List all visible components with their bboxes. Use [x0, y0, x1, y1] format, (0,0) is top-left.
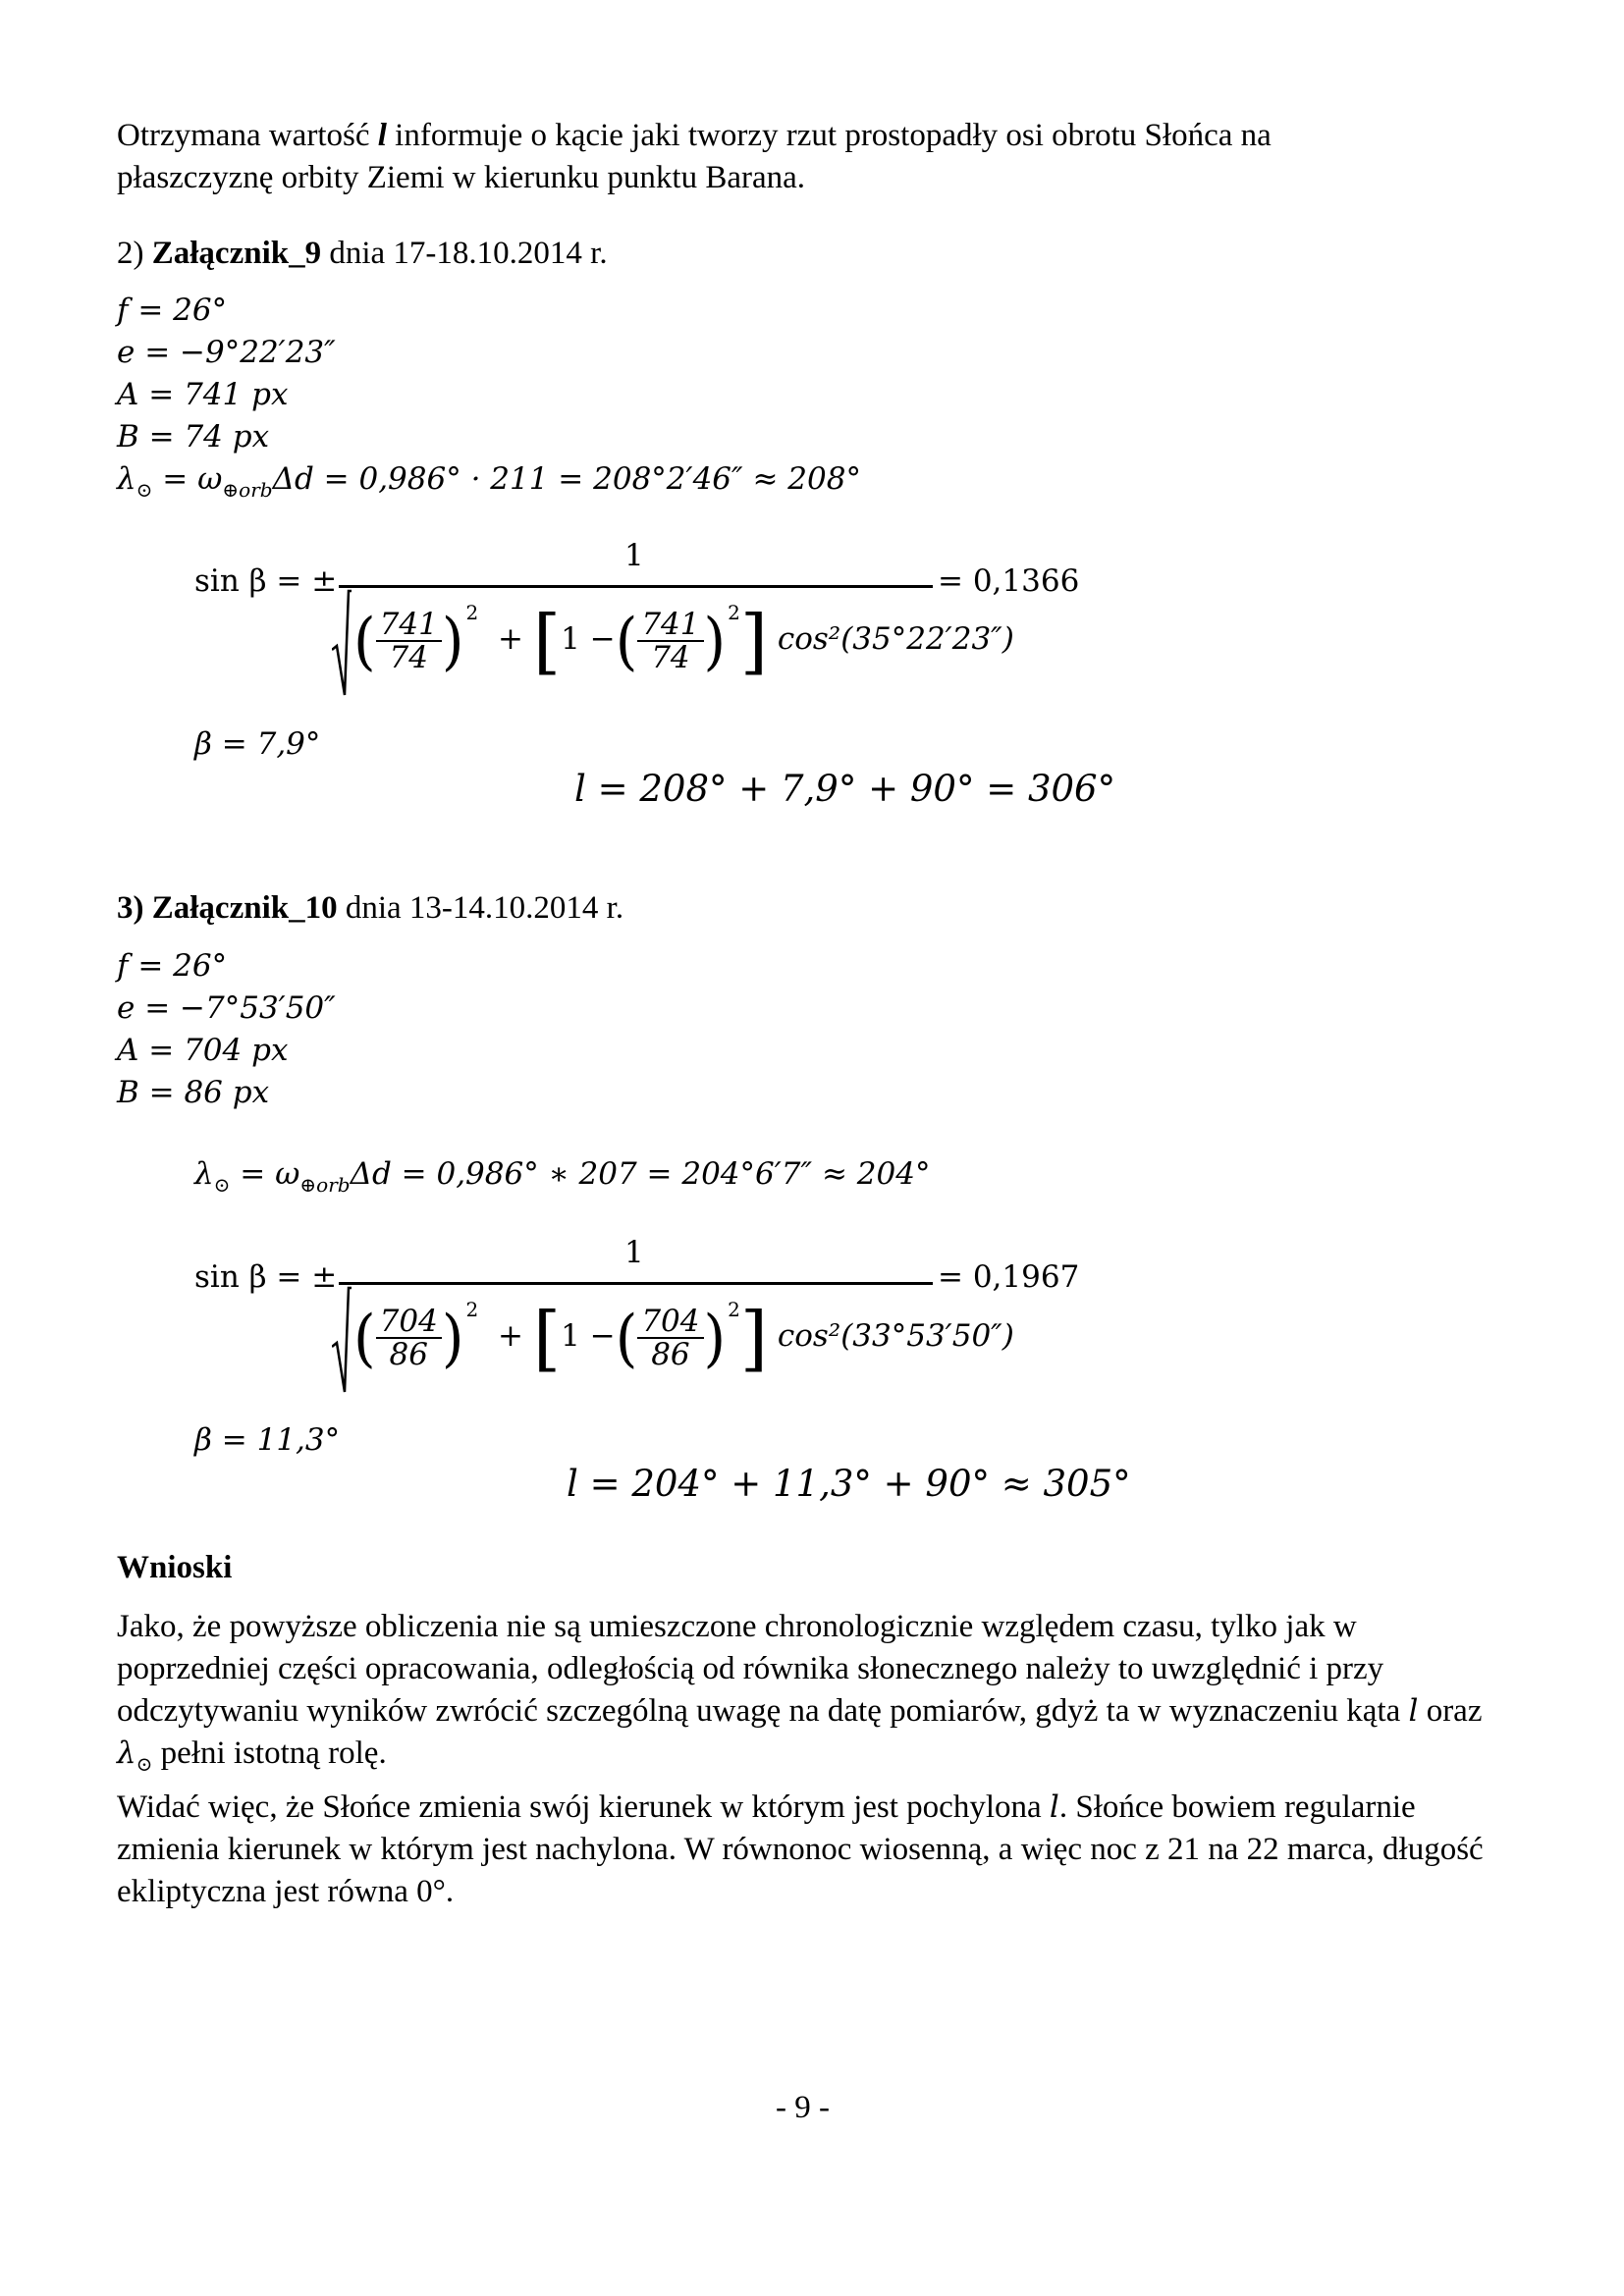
denominator: ( $\frac{704}{86}$ ) $^2$ + [1 −( $\frac{704}{86}$ ) $^2$] cos²(33°53′50″): [353, 1296, 1014, 1379]
intro-line-1: [117, 115, 1511, 157]
conclusion-line: zmienia kierunek w którym jest nachylona. W równonoc wiosenną, a więc noc z 21 na 22 marca, długość: [117, 1832, 1484, 1867]
beta-result: β = 11,3°: [194, 1422, 341, 1458]
sin-beta-text: sin β = ±: [194, 1259, 338, 1295]
given-f: f = 26°: [117, 293, 228, 328]
lambda-symbol: λ: [117, 1735, 136, 1771]
given-f: f = 26°: [117, 948, 228, 984]
lambda-equation: [117, 461, 861, 502]
given-e: e = −9°22′23″: [117, 335, 336, 370]
variable-l: l: [1408, 1693, 1419, 1729]
conclusion-text: oraz: [1418, 1693, 1483, 1729]
orbit-subscript: ⊕orb: [299, 1173, 351, 1197]
frac-denominator: 74: [651, 639, 690, 675]
conclusion-line: ekliptyczna jest równa 0°.: [117, 1874, 455, 1909]
section-3-heading: [117, 887, 623, 930]
page-number: - 9 -: [776, 2090, 830, 2125]
frac-numerator: 704: [376, 1306, 442, 1339]
numerator: 1: [624, 1235, 644, 1270]
orbit-subscript: ⊕orb: [222, 478, 273, 502]
frac-numerator: 741: [376, 609, 442, 642]
conclusions-heading: Wnioski: [117, 1550, 233, 1585]
frac-denominator: 74: [389, 639, 428, 675]
omega-term: = ω: [152, 461, 223, 497]
section-date: dnia 17-18.10.2014 r.: [321, 236, 608, 271]
beta-result: β = 7,9°: [194, 726, 321, 762]
lambda-symbol: λ: [117, 461, 136, 497]
sin-beta-lhs: [194, 1259, 337, 1295]
section-2-heading: [117, 233, 608, 275]
frac-denominator: 86: [389, 1336, 428, 1372]
omega-term: = ω: [230, 1156, 300, 1192]
attachment-title: Załącznik_10: [151, 890, 338, 926]
sin-beta-result: = 0,1366: [938, 563, 1080, 599]
given-B: B = 86 px: [117, 1075, 270, 1110]
conclusion-text: pełni istotną rolę.: [152, 1735, 387, 1771]
sin-beta-result: = 0,1967: [938, 1259, 1080, 1295]
intro-paragraph: [117, 115, 1511, 199]
conclusion-line: poprzedniej części opracowania, odległością od równika słonecznego należy to uwzględnić i przy: [117, 1651, 1384, 1686]
sin-beta-text: sin β = ±: [194, 563, 338, 599]
given-B: B = 74 px: [117, 419, 270, 454]
conclusion-text: . Słońce bowiem regularnie: [1058, 1789, 1416, 1825]
lambda-value: Δd = 0,986° ∗ 207 = 204°6′7″ ≈ 204°: [350, 1156, 931, 1192]
lambda-value: Δd = 0,986° · 211 = 208°2′46″ ≈ 208°: [272, 461, 861, 497]
attachment-title: Załącznik_9: [151, 236, 322, 271]
intro-line-2: płaszczyznę orbity Ziemi w kierunku punktu Barana.: [117, 160, 806, 195]
intro-text: Otrzymana wartość: [117, 118, 378, 153]
conclusion-text: Widać więc, że Słońce zmienia swój kierunek w którym jest pochylona: [117, 1789, 1050, 1825]
frac-denominator: 86: [651, 1336, 690, 1372]
conclusion-line: [117, 1690, 1511, 1733]
variable-l: l: [377, 118, 387, 153]
l-result: l = 204° + 11,3° + 90° ≈ 305°: [567, 1463, 1131, 1505]
conclusion-line: Jako, że powyższe obliczenia nie są umieszczone chronologicznie względem czasu, tylko jak w: [117, 1609, 1357, 1644]
denominator: ( $\frac{741}{74}$ ) $^2$ + [1 −( $\frac{741}{74}$ ) $^2$] cos²(35°22′23″): [353, 599, 1014, 682]
sqrt-sign: [332, 589, 352, 699]
conclusions-body: [117, 1606, 1511, 1913]
l-result: l = 208° + 7,9° + 90° = 306°: [574, 768, 1116, 810]
frac-numerator: 704: [637, 1306, 703, 1339]
given-A: A = 704 px: [117, 1033, 289, 1068]
conclusion-line: [117, 1787, 1511, 1829]
section-number: 2): [117, 236, 152, 271]
conclusion-line: [117, 1733, 1511, 1787]
cos-term: cos²(35°22′23″): [777, 621, 1014, 657]
frac-numerator: 741: [637, 609, 703, 642]
sun-symbol: ⊙: [135, 478, 153, 502]
given-A: A = 741 px: [117, 377, 289, 412]
lambda-symbol: λ: [194, 1156, 214, 1192]
lambda-equation: [194, 1156, 930, 1197]
intro-text: informuje o kącie jaki tworzy rzut prostopadły osi obrotu Słońca na: [386, 118, 1272, 153]
fraction-bar: [339, 1282, 933, 1285]
sun-symbol: ⊙: [135, 1754, 153, 1776]
numerator: 1: [624, 538, 644, 573]
sin-beta-lhs: [194, 563, 337, 599]
sun-symbol: ⊙: [213, 1173, 231, 1197]
given-e: e = −7°53′50″: [117, 990, 336, 1026]
sqrt-sign: [332, 1286, 352, 1396]
section-date: dnia 13-14.10.2014 r.: [337, 890, 624, 926]
section-number: 3): [117, 890, 152, 926]
conclusion-text: odczytywaniu wyników zwrócić szczególną uwagę na datę pomiarów, gdyż ta w wyznaczeniu kąta: [117, 1693, 1409, 1729]
variable-l: l: [1049, 1789, 1059, 1825]
cos-term: cos²(33°53′50″): [777, 1318, 1014, 1354]
fraction-bar: [339, 585, 933, 588]
